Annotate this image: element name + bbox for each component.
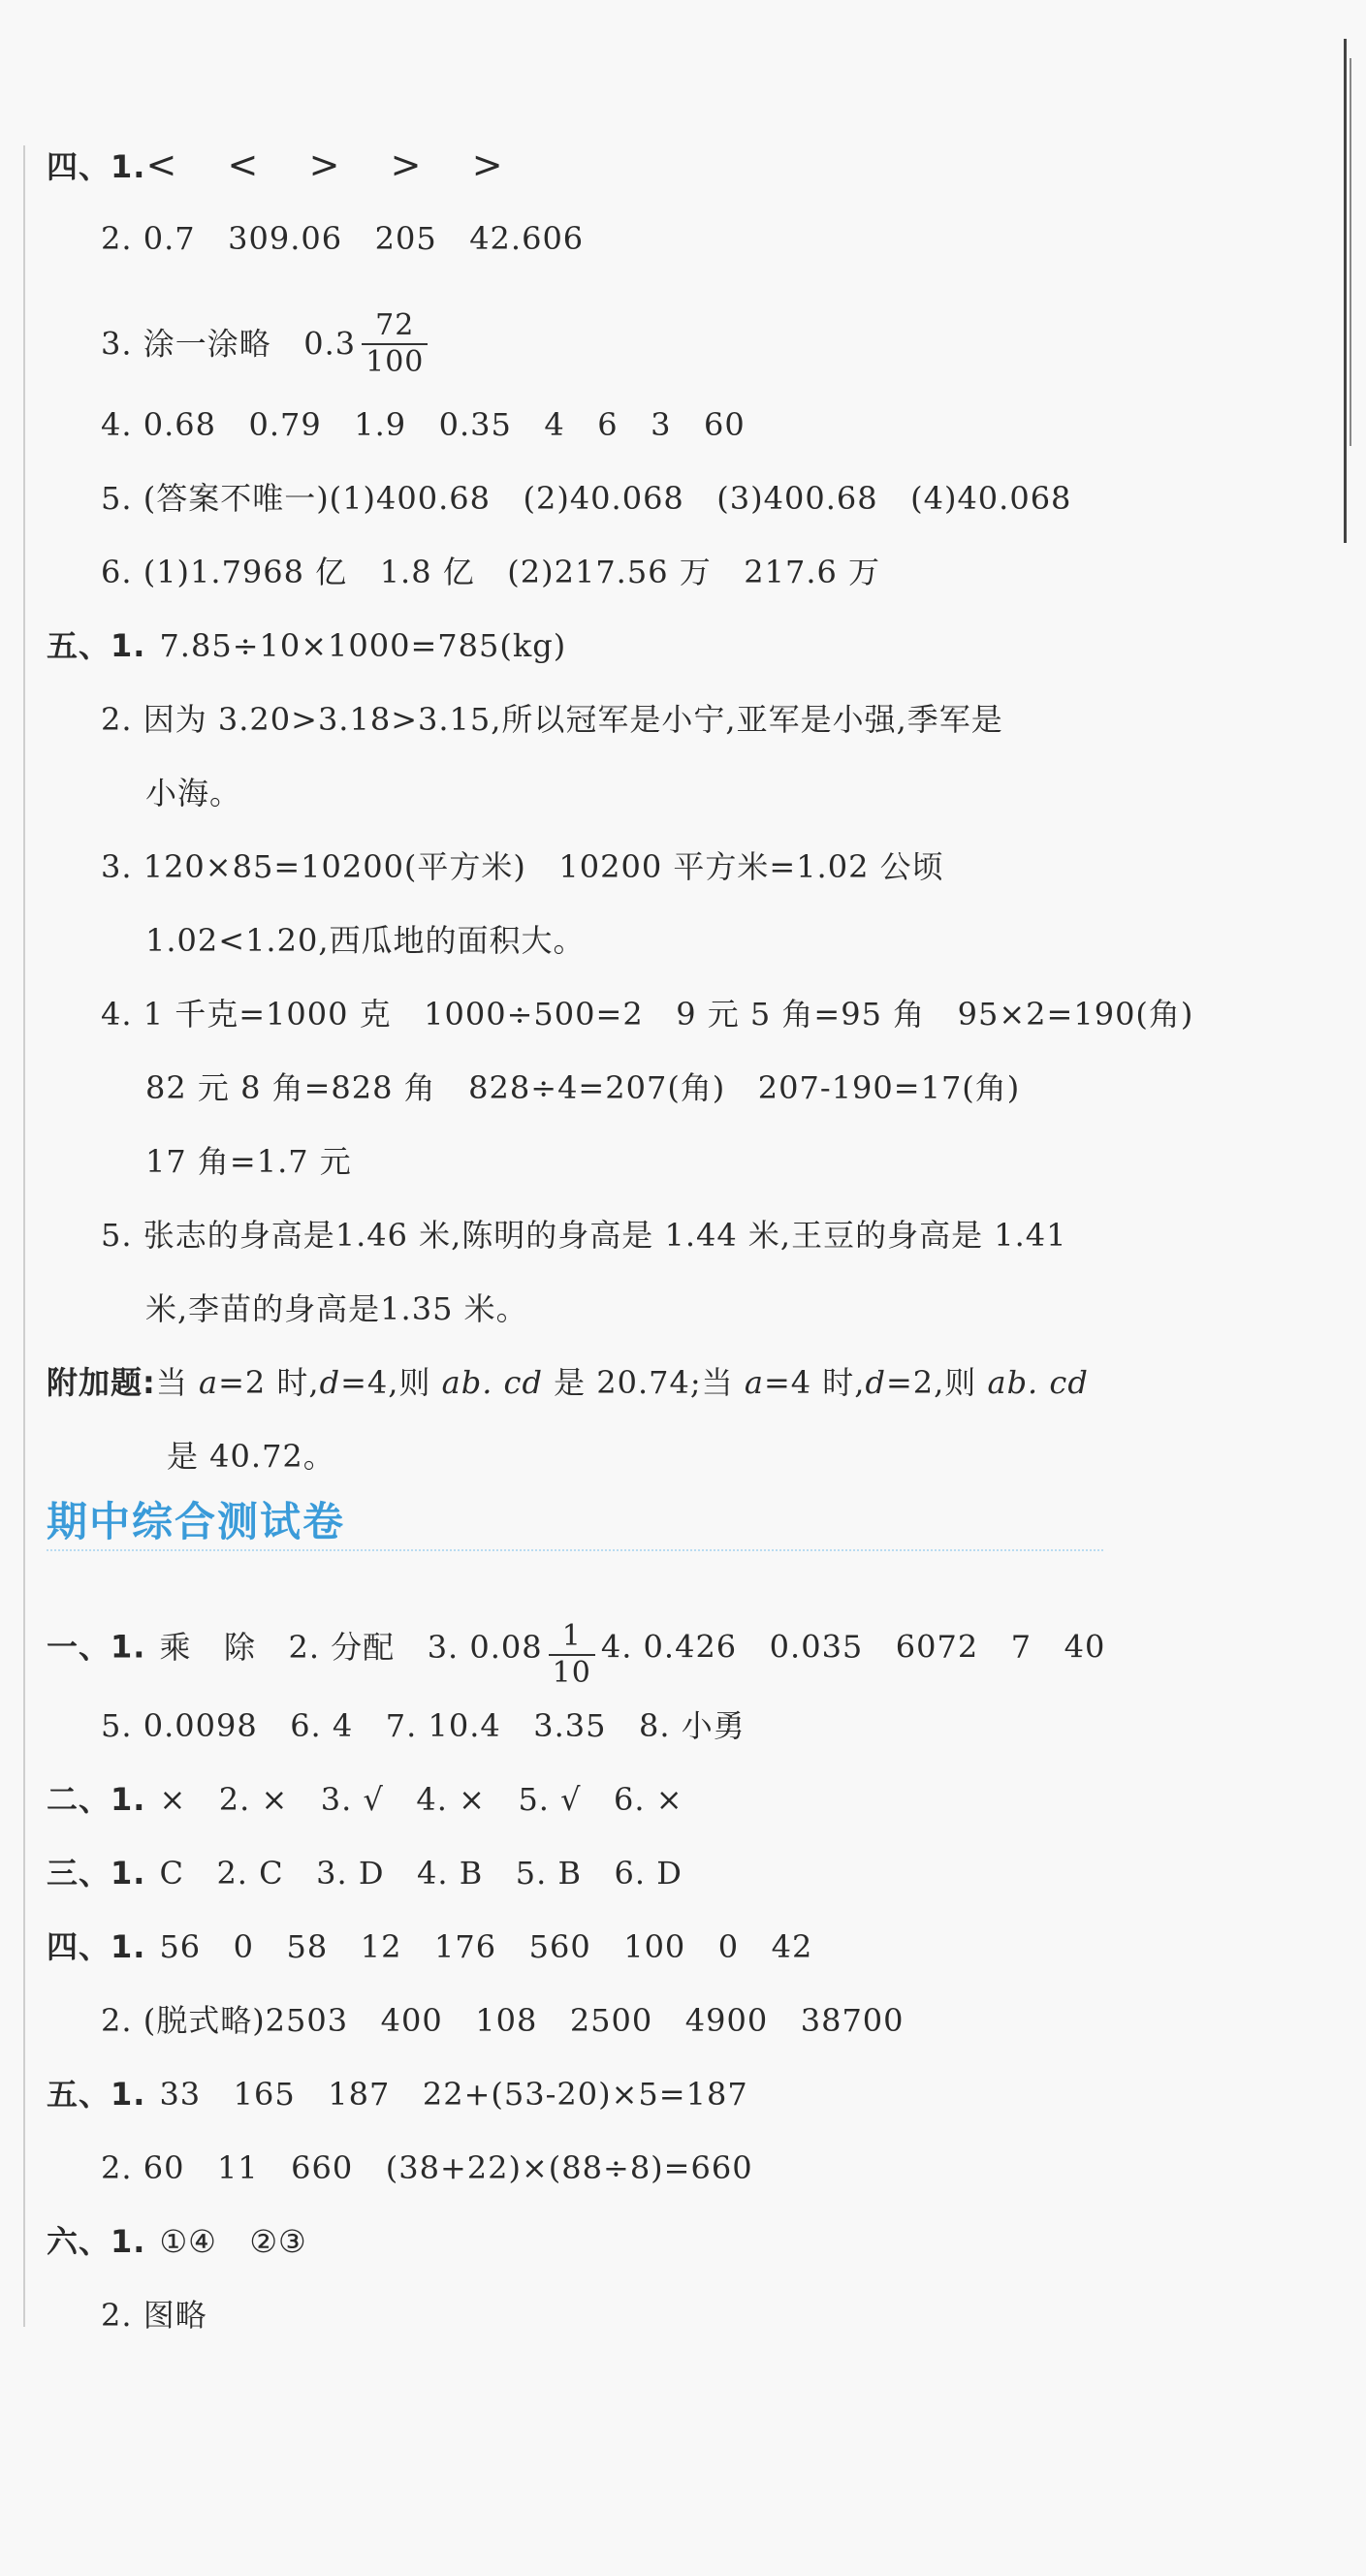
sec5-q2: 2. 因为 3.20>3.18>3.15,所以冠军是小宁,亚军是小强,季军是 <box>101 701 1003 738</box>
sec4-q3 <box>101 310 433 382</box>
section-label: 三、1. <box>47 1855 146 1892</box>
section-heading: 期中综合测试卷 <box>47 1498 346 1545</box>
mid-s6-q2: 2. 图略 <box>101 2297 207 2334</box>
sec4-q6: 6. (1)1.7968 亿 1.8 亿 (2)217.56 万 217.6 万 <box>101 554 881 590</box>
sec4-q2: 2. 0.7 309.06 205 42.606 <box>101 220 585 257</box>
text-run: =4,则 <box>340 1364 442 1401</box>
var-ab-cd: ab. cd <box>441 1364 543 1401</box>
text-run: 当 <box>155 1364 199 1401</box>
sec5-q3: 3. 120×85=10200(平方米) 10200 平方米=1.02 公顷 <box>101 848 944 885</box>
mid-s1-cont: 5. 0.0098 6. 4 7. 10.4 3.35 8. 小勇 <box>101 1707 746 1744</box>
sec4-q1 <box>47 145 507 186</box>
answer-text: 56 0 58 12 176 560 100 0 42 <box>159 1928 813 1965</box>
section-label: 四、1. <box>47 148 146 185</box>
section-label: 五、1. <box>47 2076 146 2113</box>
mid-s4 <box>47 1927 812 1966</box>
var-a: a <box>199 1364 219 1401</box>
sec5-q1 <box>47 626 566 665</box>
fraction <box>362 308 428 380</box>
fraction <box>549 1619 595 1691</box>
mid-s2 <box>47 1780 683 1819</box>
answer-text: 33 165 187 22+(53-20)×5=187 <box>159 2076 748 2113</box>
sec4-q4: 4. 0.68 0.79 1.9 0.35 4 6 3 60 <box>101 406 746 443</box>
fraction-numerator: 1 <box>549 1619 595 1656</box>
answer-text: × 2. × 3. √ 4. × 5. √ 6. × <box>159 1781 683 1818</box>
answer-text: 3. 涂一涂略 0.3 <box>101 325 357 363</box>
heading-rule <box>47 1549 1103 1551</box>
text-run: =4 时, <box>763 1364 866 1401</box>
sec5-q4-cont2: 17 角=1.7 元 <box>145 1143 352 1180</box>
right-binding-edge-inner <box>1350 58 1351 446</box>
sec4-q5: 5. (答案不唯一)(1)400.68 (2)40.068 (3)400.68 (4)40.068 <box>101 480 1072 517</box>
answer-text: 7.85÷10×1000=785(kg) <box>159 627 567 664</box>
section-label: 五、1. <box>47 627 146 664</box>
answer-text: 乘 除 2. 分配 3. 0.08 <box>159 1628 543 1666</box>
bonus-cont: 是 40.72。 <box>167 1438 335 1475</box>
answer-text: ①④ ②③ <box>159 2223 307 2260</box>
mid-s1-q1 <box>47 1613 1106 1690</box>
bonus-question <box>47 1363 1089 1402</box>
fraction-numerator: 72 <box>362 308 428 345</box>
sec5-q4: 4. 1 千克=1000 克 1000÷500=2 9 元 5 角=95 角 95×2=190(角) <box>101 996 1194 1033</box>
answer-text: C 2. C 3. D 4. B 5. B 6. D <box>159 1855 683 1892</box>
right-binding-edge <box>1344 39 1347 543</box>
sec5-q2-cont: 小海。 <box>145 775 242 811</box>
fraction-denominator: 100 <box>365 345 425 379</box>
section-label: 四、1. <box>47 1928 146 1965</box>
var-d: d <box>319 1364 341 1401</box>
bonus-label: 附加题: <box>47 1364 156 1401</box>
answer-text: < < > > > <box>145 143 507 186</box>
sec5-q5-cont: 米,李苗的身高是1.35 米。 <box>145 1290 528 1327</box>
mid-s5 <box>47 2075 748 2114</box>
mid-s3 <box>47 1854 683 1892</box>
text-run: 是 20.74;当 <box>542 1364 745 1401</box>
text-run: =2,则 <box>885 1364 988 1401</box>
fraction-denominator: 10 <box>552 1656 591 1690</box>
answer-text: 4. 0.426 0.035 6072 7 40 <box>600 1628 1106 1666</box>
sec5-q4-cont1: 82 元 8 角=828 角 828÷4=207(角) 207-190=17(角) <box>145 1069 1021 1106</box>
var-a: a <box>744 1364 764 1401</box>
text-run: =2 时, <box>218 1364 320 1401</box>
sec5-q5: 5. 张志的身高是1.46 米,陈明的身高是 1.44 米,王豆的身高是 1.41 <box>101 1217 1067 1254</box>
var-d: d <box>865 1364 886 1401</box>
mid-s4-q2: 2. (脱式略)2503 400 108 2500 4900 38700 <box>101 2002 905 2039</box>
mid-s5-q2: 2. 60 11 660 (38+22)×(88÷8)=660 <box>101 2149 753 2186</box>
section-label: 六、1. <box>47 2223 146 2260</box>
sec5-q3-cont: 1.02<1.20,西瓜地的面积大。 <box>145 922 586 959</box>
left-margin-line <box>23 145 25 2327</box>
var-ab-cd: ab. cd <box>987 1364 1089 1401</box>
section-label: 二、1. <box>47 1781 146 1818</box>
mid-s6 <box>47 2222 307 2261</box>
section-label: 一、1. <box>47 1628 146 1666</box>
